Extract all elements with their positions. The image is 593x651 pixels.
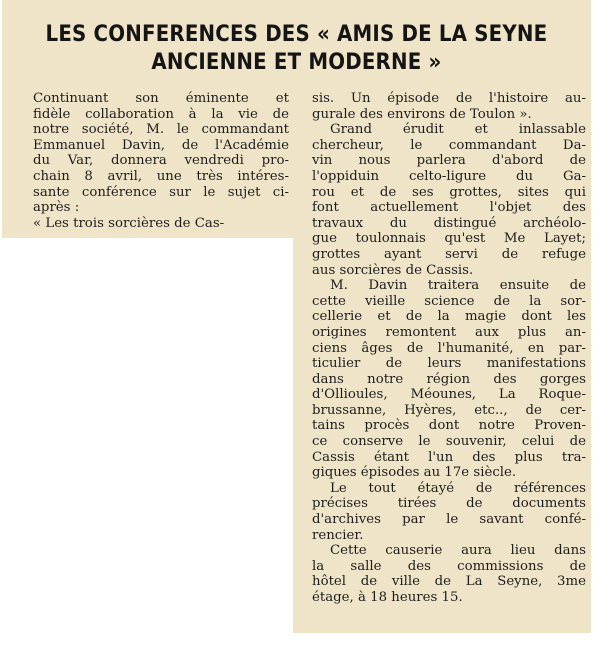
text-line: aus sorcières de Cassis. <box>312 262 474 278</box>
text-line: Grand érudit et inlassable <box>330 122 586 138</box>
text-line: gurale des environs de Toulon ». <box>312 106 532 122</box>
text-line: sis. Un épisode de l'histoire au- <box>312 91 586 106</box>
text-line: étage, à 18 heures 15. <box>312 590 463 605</box>
text-line: font actuellement l'objet des <box>312 200 586 216</box>
text-line: notre société, M. le commandant <box>33 122 289 138</box>
text-line: rencier. <box>312 527 364 543</box>
text-line: Cassis étant l'un des plus tra- <box>312 449 586 465</box>
text-line: la salle des commissions de <box>312 558 586 574</box>
text-line: tains procès dont notre Proven- <box>312 418 586 434</box>
text-line: Cette causerie aura lieu dans <box>330 543 586 559</box>
text-line: Le tout étayé de références <box>330 480 586 496</box>
text-line: précises tirées de documents <box>312 496 586 512</box>
text-line: brussanne, Hyères, etc.., de cer- <box>312 402 586 418</box>
text-line: d'archives par le savant confé- <box>312 512 586 528</box>
article-headline <box>36 20 558 76</box>
text-line: rou et de ses grottes, sites qui <box>312 184 586 200</box>
text-line: fidèle collaboration à la vie de <box>33 106 289 122</box>
article-column-right <box>312 91 586 606</box>
text-line: travaux du distingué archéolo- <box>312 215 586 231</box>
text-line: chercheur, le commandant Da- <box>312 137 586 153</box>
text-line: ticulier de leurs manifestations <box>312 356 586 372</box>
text-line: d'Ollioules, Méounes, La Roque- <box>312 387 586 403</box>
text-line: chain 8 avril, une très intéres- <box>33 168 289 184</box>
text-line: ciens âges de l'humanité, en par- <box>312 340 586 356</box>
text-line: dans notre région des gorges <box>312 371 586 387</box>
headline-line-2: ANCIENNE ET MODERNE » <box>151 49 442 75</box>
text-line: ce conserve le souvenir, celui de <box>312 434 586 450</box>
text-line: l'oppiduin celto-ligure du Ga- <box>312 168 586 184</box>
text-line: giques épisodes au 17e siècle. <box>312 465 517 481</box>
text-line: M. Davin traitera ensuite de <box>330 278 586 294</box>
text-line: cette vieille science de la sor- <box>312 293 586 309</box>
text-line: sante conférence sur le sujet ci- <box>33 184 289 200</box>
text-line: « Les trois sorcières de Cas- <box>33 215 225 231</box>
text-line: gue toulonnais qu'est Me Layet; <box>312 231 586 247</box>
text-line: du Var, donnera vendredi pro- <box>33 153 289 169</box>
text-line: après : <box>33 200 80 216</box>
text-line: cellerie et de la magie dont les <box>312 309 586 325</box>
headline-line-1: LES CONFERENCES DES « AMIS DE LA SEYNE <box>45 21 548 47</box>
text-line: Emmanuel Davin, de l'Académie <box>33 137 289 153</box>
text-line: Continuant son éminente et <box>33 91 289 106</box>
text-line: hôtel de ville de La Seyne, 3me <box>312 574 586 590</box>
text-line: vin nous parlera d'abord de <box>312 153 586 169</box>
text-line: origines remontent aux plus an- <box>312 324 586 340</box>
text-line: grottes ayant servi de refuge <box>312 246 586 262</box>
article-column-left <box>33 91 289 231</box>
